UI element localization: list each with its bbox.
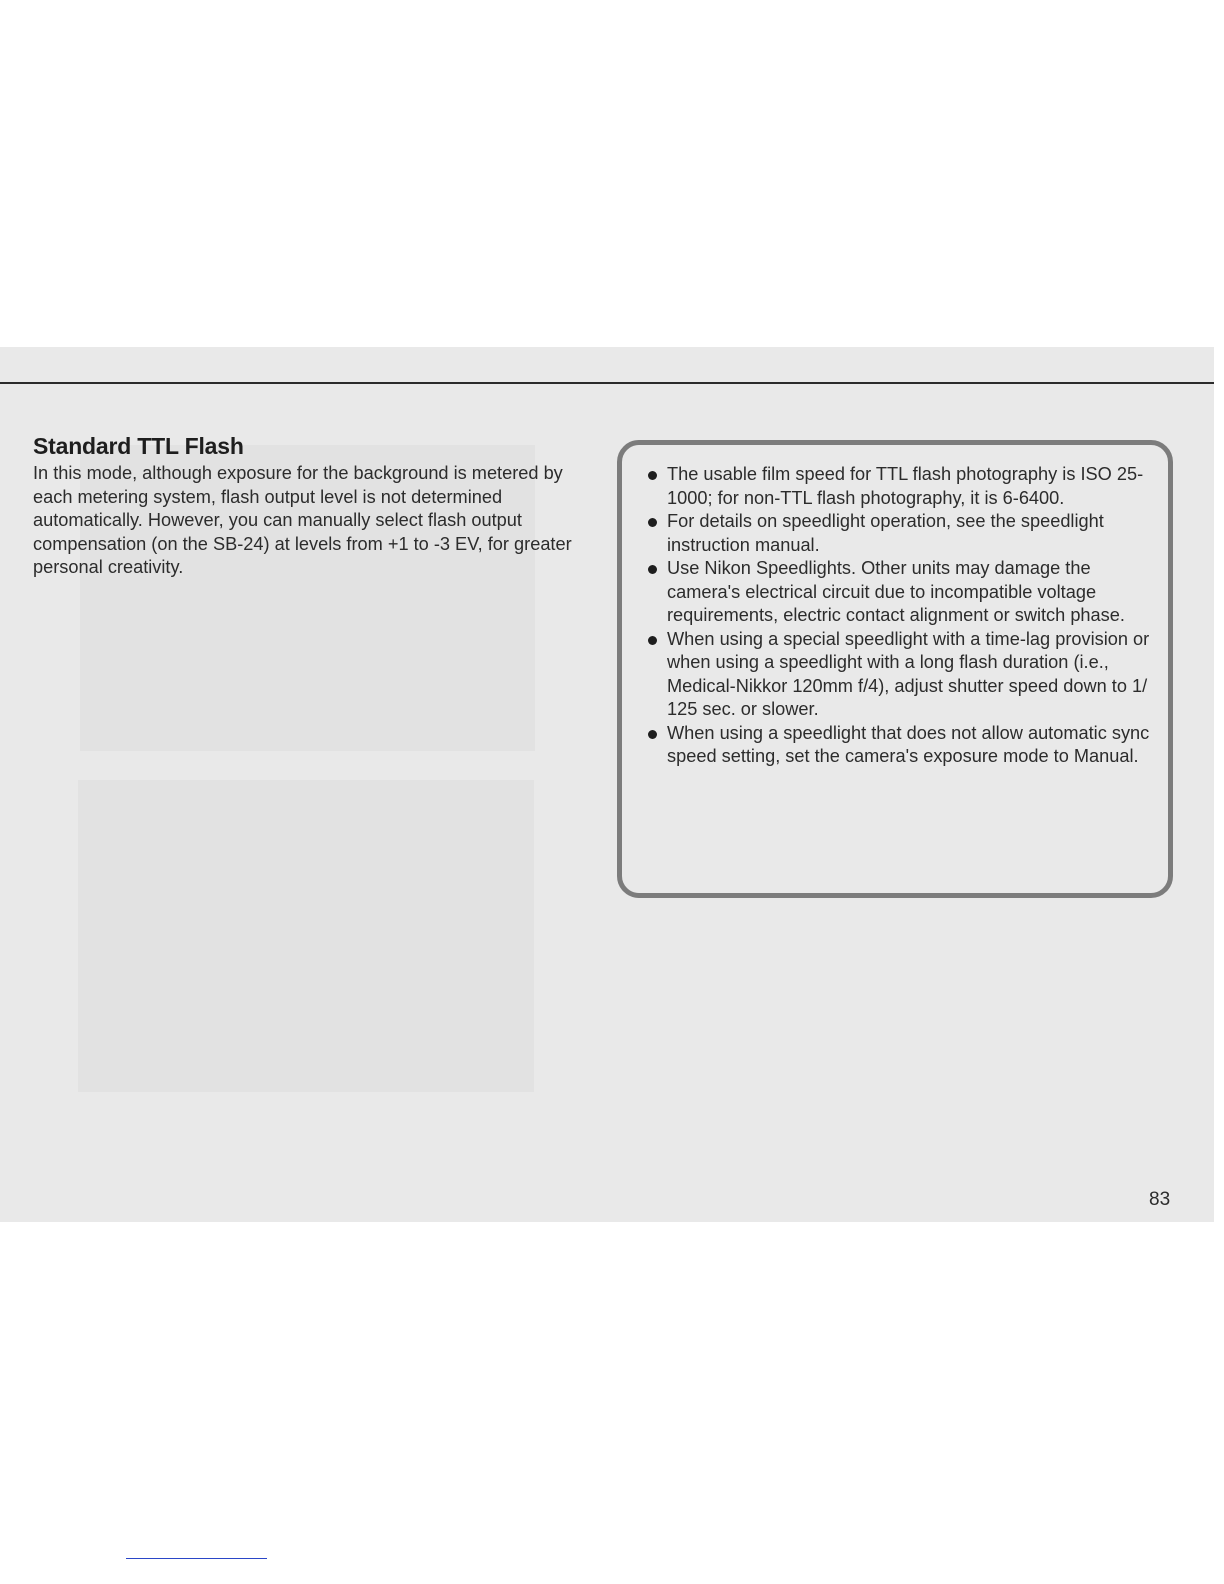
intro-paragraph: In this mode, although exposure for the background is metered by each metering system, flash output level is not determined automatically. However, you can manually select flash output compensation (on the SB-24) at levels from +1 to -3 EV, for greater personal creativity. [33, 463, 572, 577]
page-number: 83 [1149, 1189, 1171, 1210]
notes-box [617, 440, 1173, 898]
top-rule [0, 382, 1214, 384]
manual-page [0, 347, 1214, 1222]
section-title: Standard TTL Flash [33, 433, 244, 459]
note-text: When using a special speedlight with a time-lag provision or when using a speedlight with a long flash duration (i.e., Medical-Nikkor 120mm f/4), adjust shutter speed down to 1/ 125 sec. or slower. [667, 628, 1150, 719]
bullet-icon [648, 730, 657, 739]
bullet-icon [648, 518, 657, 527]
note-text: The usable film speed for TTL flash photography is ISO 25-1000; for non-TTL flash photography, it is 6-6400. [667, 464, 1144, 508]
notes-list [648, 463, 1158, 769]
note-item [648, 722, 1158, 769]
note-item [648, 628, 1158, 722]
bullet-icon [648, 636, 657, 645]
note-text: For details on speedlight operation, see the speedlight instruction manual. [667, 511, 1104, 555]
link-underline [126, 1558, 267, 1559]
note-item [648, 557, 1158, 628]
note-text: Use Nikon Speedlights. Other units may damage the camera's electrical circuit due to incompatible voltage requirements, electric contact alignment or switch phase. [667, 558, 1125, 625]
note-item [648, 463, 1158, 510]
note-item [648, 510, 1158, 557]
bullet-icon [648, 471, 657, 480]
bleed-through-block [78, 780, 534, 1092]
bullet-icon [648, 565, 657, 574]
note-text: When using a speedlight that does not allow automatic sync speed setting, set the camera's exposure mode to Manual. [667, 722, 1150, 766]
